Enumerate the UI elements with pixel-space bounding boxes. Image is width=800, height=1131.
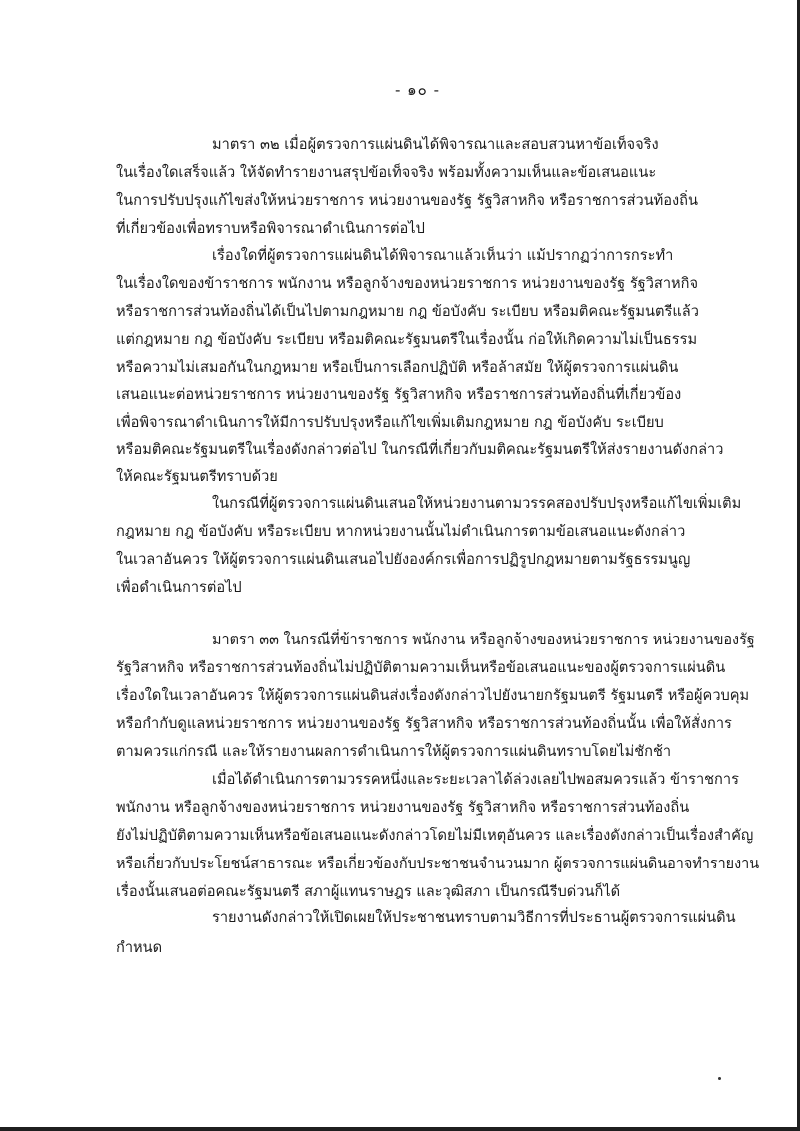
- text-line: เพื่อพิจารณาดำเนินการให้มีการปรับปรุงหรือแก้ไขเพิ่มเติมกฎหมาย กฎ ข้อบังคับ ระเบียบ: [116, 414, 664, 431]
- text-line: กฎหมาย กฎ ข้อบังคับ หรือระเบียบ หากหน่วยงานนั้นไม่ดำเนินการตามข้อเสนอแนะดังกล่าว: [116, 523, 686, 540]
- text-line: พนักงาน หรือลูกจ้างของหน่วยราชการ หน่วยงานของรัฐ รัฐวิสาหกิจ หรือราชการส่วนท้องถิ่น: [116, 799, 690, 816]
- text-line: หรือกำกับดูแลหน่วยราชการ หน่วยงานของรัฐ รัฐวิสาหกิจ หรือราชการส่วนท้องถิ่นนั้น เพื่อให้สั่งการ: [116, 715, 732, 732]
- text-line: ในกรณีที่ผู้ตรวจการแผ่นดินเสนอให้หน่วยงานตามวรรคสองปรับปรุงหรือแก้ไขเพิ่มเติม: [212, 495, 742, 512]
- text-line: มาตรา ๓๓ ในกรณีที่ข้าราชการ พนักงาน หรือลูกจ้างของหน่วยราชการ หน่วยงานของรัฐ: [212, 632, 755, 648]
- text-line: กำหนด: [116, 939, 163, 956]
- text-line: ให้คณะรัฐมนตรีทราบด้วย: [116, 468, 278, 485]
- text-line: มาตรา ๓๒ เมื่อผู้ตรวจการแผ่นดินได้พิจารณาและสอบสวนหาข้อเท็จจริง: [212, 136, 659, 153]
- text-line: เพื่อดำเนินการต่อไป: [116, 579, 242, 596]
- text-line: เมื่อได้ดำเนินการตามวรรคหนึ่งและระยะเวลาได้ล่วงเลยไปพอสมควรแล้ว ข้าราชการ: [212, 771, 739, 788]
- scan-edge-bottom: [0, 1127, 800, 1131]
- text-line: ในเรื่องใดของข้าราชการ พนักงาน หรือลูกจ้างของหน่วยราชการ หน่วยงานของรัฐ รัฐวิสาหกิจ: [116, 275, 699, 292]
- text-line: ที่เกี่ยวข้องเพื่อทราบหรือพิจารณาดำเนินการต่อไป: [116, 220, 425, 237]
- text-line: หรือความไม่เสมอกันในกฎหมาย หรือเป็นการเลือกปฏิบัติ หรือล้าสมัย ให้ผู้ตรวจการแผ่นดิน: [116, 359, 679, 376]
- text-line: เรื่องใดที่ผู้ตรวจการแผ่นดินได้พิจารณาแล้วเห็นว่า แม้ปรากฏว่าการกระทำ: [212, 247, 674, 264]
- text-line: หรือเกี่ยวกับประโยชน์สาธารณะ หรือเกี่ยวข้องกับประชาชนจำนวนมาก ผู้ตรวจการแผ่นดินอาจทำรายงาน: [116, 856, 760, 872]
- text-line: หรือมติคณะรัฐมนตรีในเรื่องดังกล่าวต่อไป ในกรณีที่เกี่ยวกับมติคณะรัฐมนตรีให้ส่งรายงานดังกล่าว: [116, 441, 724, 458]
- text-line: เรื่องใดในเวลาอันควร ให้ผู้ตรวจการแผ่นดินส่งเรื่องดังกล่าวไปยังนายกรัฐมนตรี รัฐมนตรี หรือผู้ควบคุม: [116, 687, 750, 704]
- scan-speck: [718, 1077, 721, 1080]
- page-number: - ๑๐ -: [394, 81, 441, 99]
- text-line: ในเรื่องใดเสร็จแล้ว ให้จัดทำรายงานสรุปข้อเท็จจริง พร้อมทั้งความเห็นและข้อเสนอแนะ: [116, 164, 657, 181]
- text-line: รัฐวิสาหกิจ หรือราชการส่วนท้องถิ่นไม่ปฏิบัติตามความเห็นหรือข้อเสนอแนะของผู้ตรวจการแผ่นดิน: [116, 659, 726, 676]
- text-line: รายงานดังกล่าวให้เปิดเผยให้ประชาชนทราบตามวิธีการที่ประธานผู้ตรวจการแผ่นดิน: [212, 909, 736, 926]
- text-line: แต่กฎหมาย กฎ ข้อบังคับ ระเบียบ หรือมติคณะรัฐมนตรีในเรื่องนั้น ก่อให้เกิดความไม่เป็นธรรม: [116, 331, 698, 348]
- text-line: ในการปรับปรุงแก้ไขส่งให้หน่วยราชการ หน่วยงานของรัฐ รัฐวิสาหกิจ หรือราชการส่วนท้องถิ่น: [116, 192, 698, 209]
- text-line: ตามควรแก่กรณี และให้รายงานผลการดำเนินการให้ผู้ตรวจการแผ่นดินทราบโดยไม่ชักช้า: [116, 743, 672, 760]
- text-line: หรือราชการส่วนท้องถิ่นได้เป็นไปตามกฎหมาย กฎ ข้อบังคับ ระเบียบ หรือมติคณะรัฐมนตรีแล้ว: [116, 303, 699, 320]
- text-line: เสนอแนะต่อหน่วยราชการ หน่วยงานของรัฐ รัฐวิสาหกิจ หรือราชการส่วนท้องถิ่นที่เกี่ยวข้อง: [116, 386, 682, 403]
- text-line: ในเวลาอันควร ให้ผู้ตรวจการแผ่นดินเสนอไปยังองค์กรเพื่อการปฏิรูปกฎหมายตามรัฐธรรมนูญ: [116, 551, 691, 568]
- text-line: ยังไม่ปฏิบัติตามความเห็นหรือข้อเสนอแนะดังกล่าวโดยไม่มีเหตุอันควร และเรื่องดังกล่าวเป็นเรื่องสำคัญ: [116, 827, 754, 844]
- text-line: เรื่องนั้นเสนอต่อคณะรัฐมนตรี สภาผู้แทนราษฎร และวุฒิสภา เป็นกรณีรีบด่วนก็ได้: [116, 883, 621, 900]
